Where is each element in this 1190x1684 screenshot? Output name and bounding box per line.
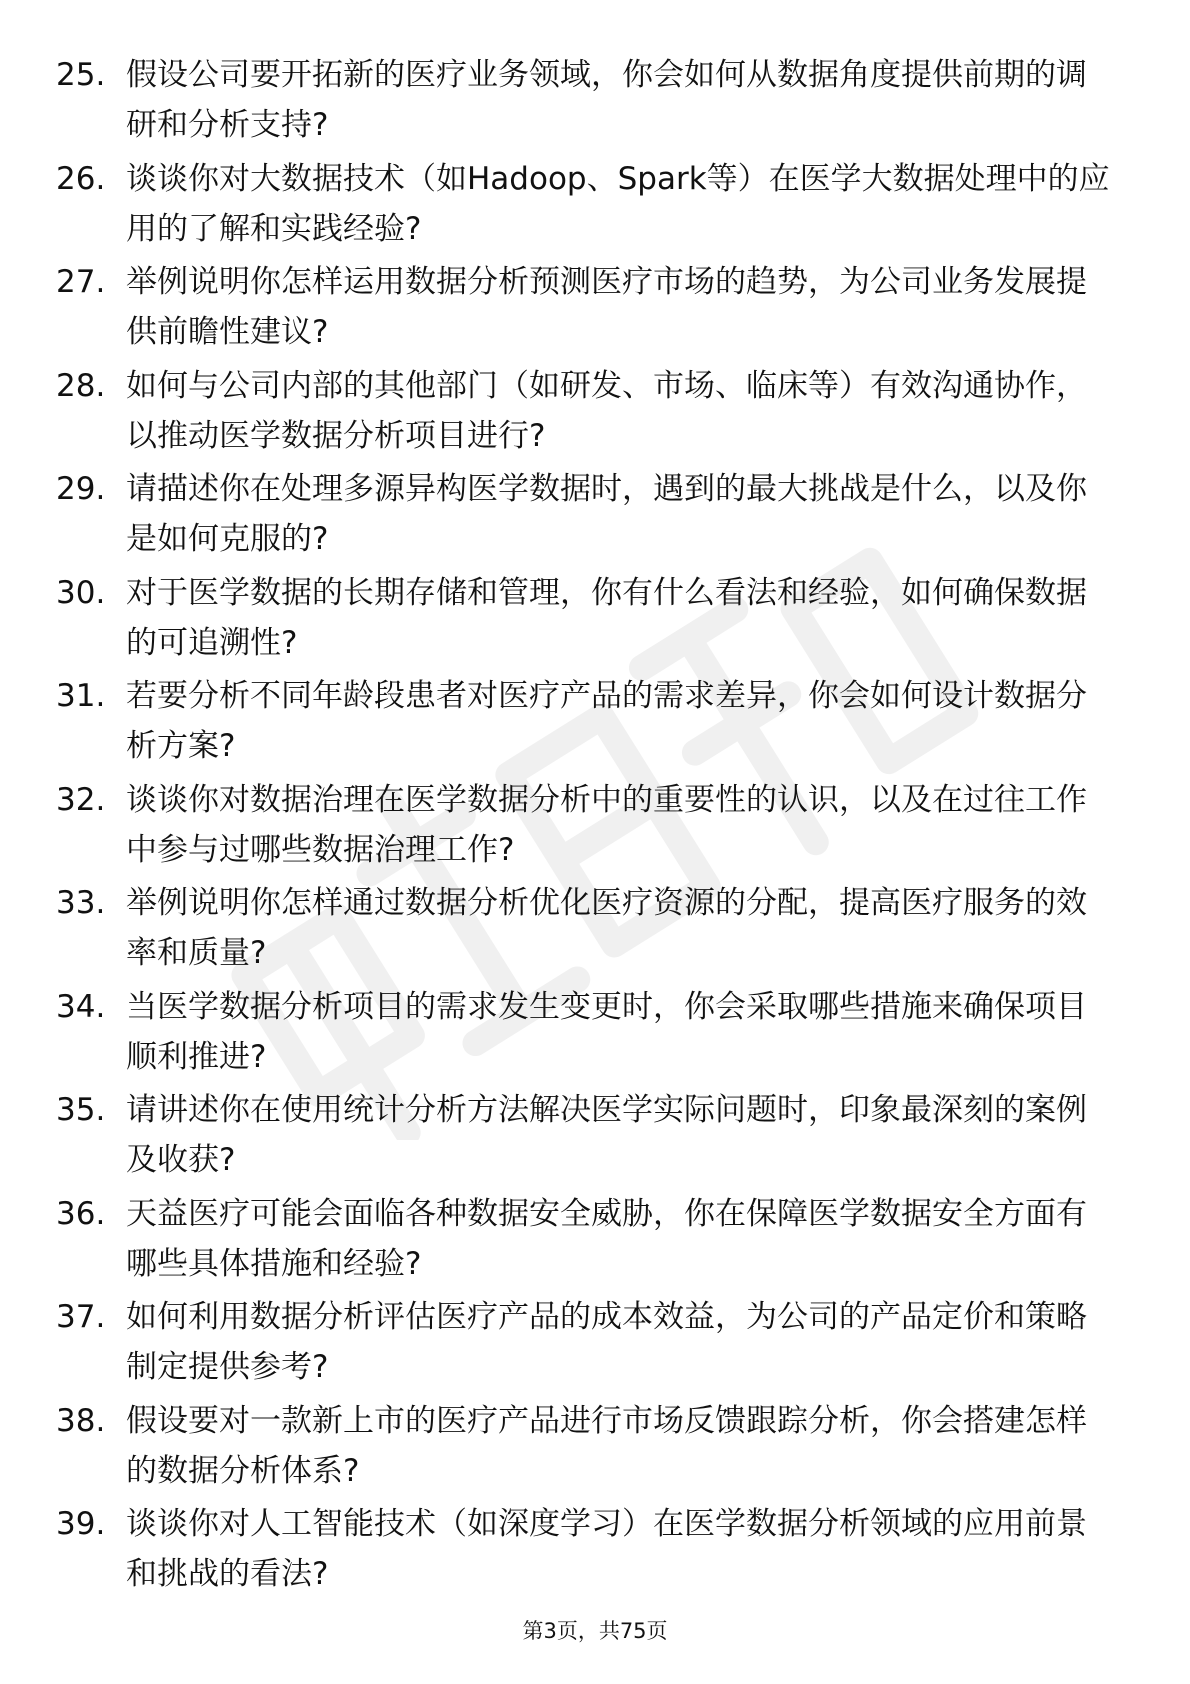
question-item	[0, 878, 1190, 982]
question-number: 37.	[56, 1299, 106, 1335]
question-text: 请描述你在处理多源异构医学数据时，遇到的最大挑战是什么，以及你是如何克服的?	[126, 471, 1087, 557]
question-item	[0, 154, 1190, 258]
question-text: 若要分析不同年龄段患者对医疗产品的需求差异，你会如何设计数据分析方案?	[126, 678, 1087, 764]
question-number: 25.	[56, 57, 106, 93]
question-list	[0, 50, 1190, 1603]
question-number: 31.	[56, 678, 106, 714]
question-text: 如何利用数据分析评估医疗产品的成本效益，为公司的产品定价和策略制定提供参考?	[126, 1299, 1087, 1385]
question-number: 38.	[56, 1402, 106, 1439]
question-number: 33.	[56, 885, 106, 921]
question-text: 当医学数据分析项目的需求发生变更时，你会采取哪些措施来确保项目顺利推进?	[126, 988, 1087, 1075]
question-number: 28.	[56, 367, 106, 404]
page-footer	[0, 1616, 1190, 1646]
question-item	[0, 464, 1190, 568]
question-item	[0, 1085, 1190, 1189]
question-text: 如何与公司内部的其他部门（如研发、市场、临床等）有效沟通协作，以推动医学数据分析项目进行?	[126, 367, 1087, 454]
question-item	[0, 257, 1190, 361]
question-item	[0, 1292, 1190, 1396]
question-text: 假设要对一款新上市的医疗产品进行市场反馈跟踪分析，你会搭建怎样的数据分析体系?	[126, 1402, 1087, 1489]
question-item	[0, 1396, 1190, 1500]
page-number-label: 第3页，共75页	[522, 1619, 668, 1643]
question-item	[0, 568, 1190, 672]
question-item	[0, 1189, 1190, 1293]
question-item	[0, 361, 1190, 465]
question-number: 39.	[56, 1506, 106, 1542]
question-item	[0, 671, 1190, 775]
question-item	[0, 982, 1190, 1086]
question-text: 举例说明你怎样通过数据分析优化医疗资源的分配，提高医疗服务的效率和质量?	[126, 885, 1087, 971]
question-item	[0, 50, 1190, 154]
question-item	[0, 1499, 1190, 1603]
question-number: 32.	[56, 781, 106, 818]
question-number: 34.	[56, 988, 106, 1025]
question-item	[0, 775, 1190, 879]
question-text: 谈谈你对数据治理在医学数据分析中的重要性的认识，以及在过往工作中参与过哪些数据治理工作?	[126, 781, 1087, 868]
question-number: 36.	[56, 1195, 106, 1232]
question-text: 谈谈你对人工智能技术（如深度学习）在医学数据分析领域的应用前景和挑战的看法?	[126, 1506, 1087, 1592]
question-text: 举例说明你怎样运用数据分析预测医疗市场的趋势，为公司业务发展提供前瞻性建议?	[126, 264, 1087, 350]
question-number: 30.	[56, 574, 106, 611]
question-number: 27.	[56, 264, 106, 300]
question-number: 26.	[56, 160, 106, 197]
question-text: 谈谈你对大数据技术（如Hadoop、Spark等）在医学大数据处理中的应用的了解和实践经验?	[126, 160, 1110, 247]
question-text: 请讲述你在使用统计分析方法解决医学实际问题时，印象最深刻的案例及收获?	[126, 1092, 1087, 1178]
question-number: 29.	[56, 471, 106, 507]
question-number: 35.	[56, 1092, 106, 1128]
question-text: 对于医学数据的长期存储和管理，你有什么看法和经验，如何确保数据的可追溯性?	[126, 574, 1087, 661]
question-text: 假设公司要开拓新的医疗业务领域，你会如何从数据角度提供前期的调研和分析支持?	[126, 57, 1087, 143]
question-text: 天益医疗可能会面临各种数据安全威胁，你在保障医学数据安全方面有哪些具体措施和经验?	[126, 1195, 1087, 1282]
